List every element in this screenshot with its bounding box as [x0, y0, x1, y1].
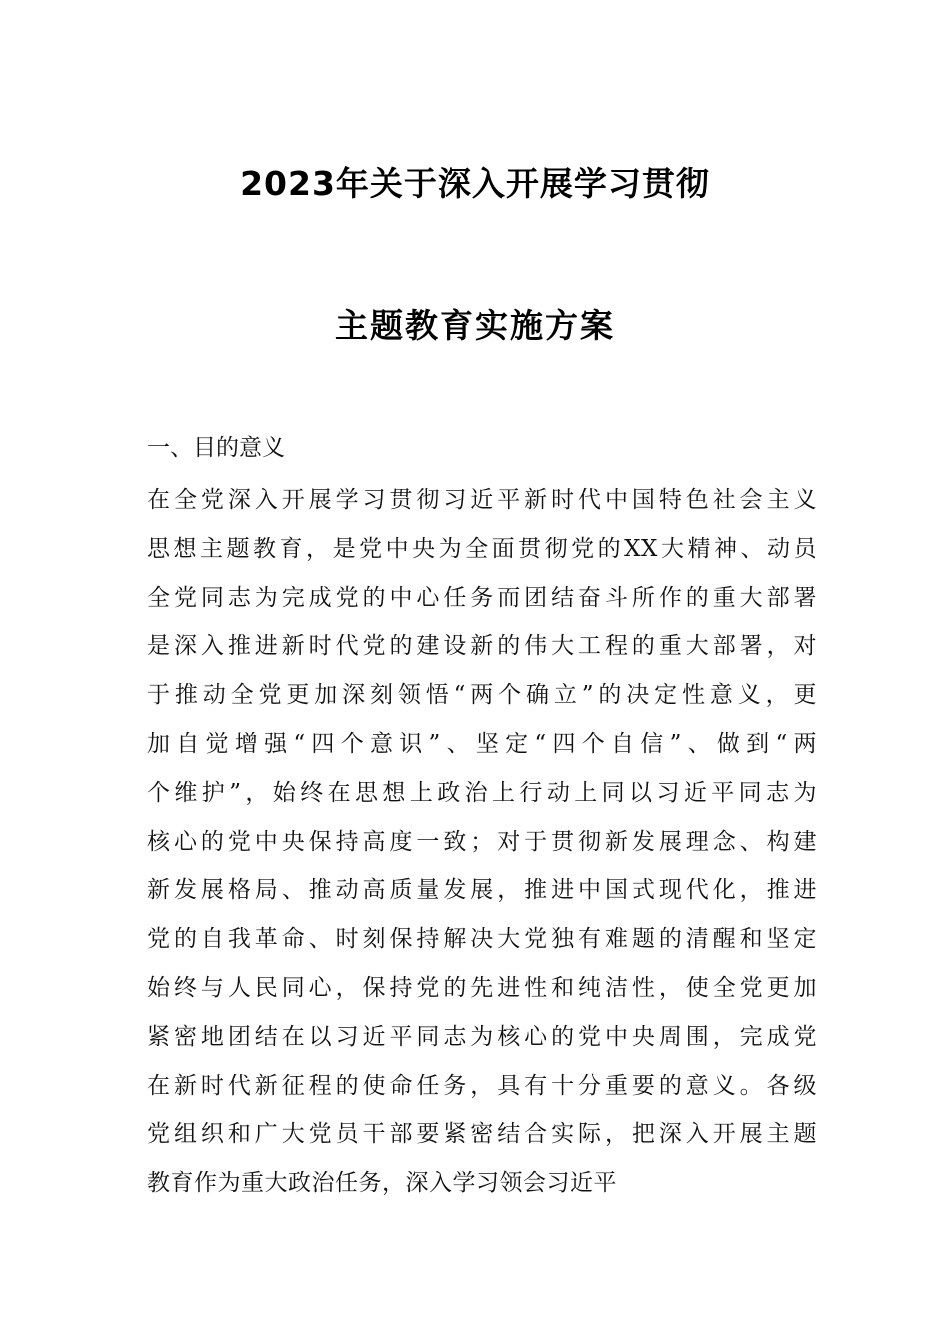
- paragraph-line: 紧密地团结在以习近平同志为核心的党中央周围，完成党: [147, 1023, 817, 1050]
- paragraph: [147, 476, 817, 1208]
- paragraph-line: 始终与人民同心，保持党的先进性和纯洁性，使全党更加: [147, 974, 817, 1001]
- paragraph-line: 加自觉增强“四个意识”、坚定“四个自信”、做到“两: [147, 730, 817, 757]
- paragraph-line: 于推动全党更加深刻领悟“两个确立”的决定性意义，更: [147, 682, 817, 709]
- document-title-line-1: 2023年关于深入开展学习贯彻: [240, 164, 710, 203]
- paragraph-line: 是深入推进新时代党的建设新的伟大工程的重大部署，对: [147, 633, 817, 660]
- paragraph-line: 在全党深入开展学习贯彻习近平新时代中国特色社会主义: [147, 487, 817, 513]
- paragraph-line: 党组织和广大党员干部要紧密结合实际，把深入开展主题: [147, 1121, 817, 1148]
- paragraph-line: 在新时代新征程的使命任务，具有十分重要的意义。各级: [147, 1072, 817, 1099]
- document-title-line-2: 主题教育实施方案: [335, 306, 615, 345]
- paragraph-line: 新发展格局、推动高质量发展，推进中国式现代化，推进: [147, 877, 817, 904]
- paragraph-line: 核心的党中央保持高度一致；对于贯彻新发展理念、构建: [147, 828, 817, 855]
- paragraph-line: 教育作为重大政治任务，深入学习领会习近平: [147, 1170, 617, 1197]
- paragraph-line: 党的自我革命、时刻保持解决大党独有难题的清醒和坚定: [147, 926, 817, 953]
- section-heading: 一、目的意义: [147, 435, 285, 461]
- document-body: [147, 428, 817, 1208]
- paragraph-line: 思想主题教育，是党中央为全面贯彻党的XX大精神、动员: [147, 535, 817, 562]
- paragraph-line: 全党同志为完成党的中心任务而团结奋斗所作的重大部署: [147, 584, 817, 611]
- paragraph-line: 个维护”，始终在思想上政治上行动上同以习近平同志为: [147, 779, 817, 806]
